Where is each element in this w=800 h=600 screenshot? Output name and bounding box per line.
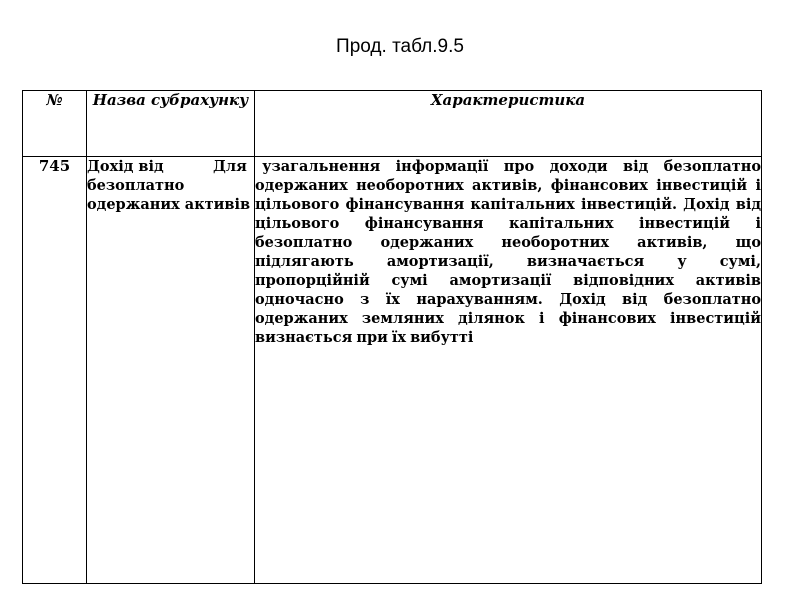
row-characteristic: Для узагальнення інформації про доходи від безоплатно одержаних необоротних активів, фінансових інвестицій і цільового фінансування капітальних інвестицій. Дохід від цільового фінансування капітальних інвестицій і безоплатно одержаних необоротних активів, що підлягають амортизації, визначається у сумі, пропорційній сумі амортизації відповідних активів одночасно з їх нарахуванням. Дохід від безоплатно одержаних земляних ділянок і фінансових інвестицій визнається при їх вибутті: [255, 157, 762, 584]
row-number: 745: [23, 157, 87, 584]
row-name: Дохід від безоплатно одержаних активів: [87, 157, 255, 584]
header-number: №: [23, 91, 87, 157]
table-row: [23, 157, 762, 584]
header-characteristic: Характеристика: [255, 91, 762, 157]
table-header-row: [23, 91, 762, 157]
page-title: Прод. табл.9.5: [336, 36, 464, 57]
subaccount-table: [22, 90, 762, 584]
header-name: Назва субрахунку: [87, 91, 255, 157]
